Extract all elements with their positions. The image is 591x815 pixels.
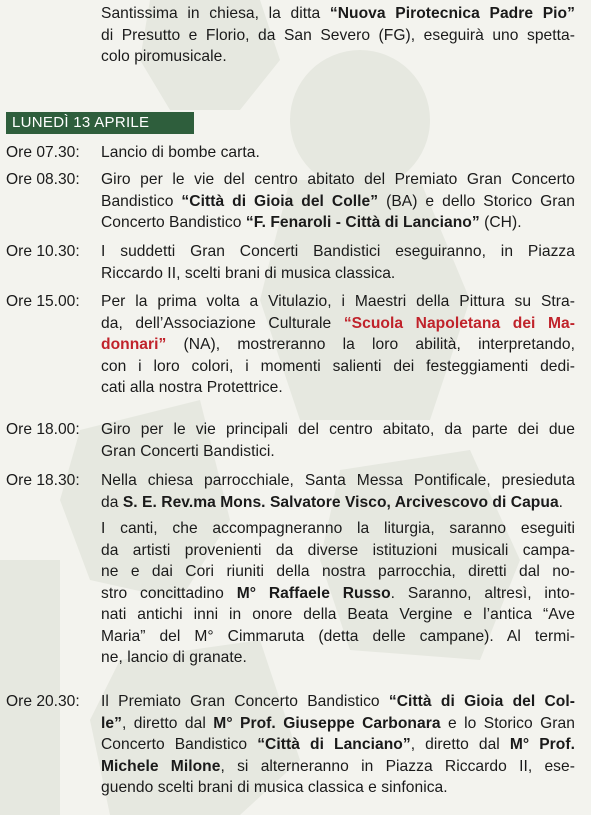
event-time: Ore 18.00:	[6, 421, 80, 438]
event-description	[101, 691, 575, 799]
event-line: da artisti provenienti da diverse istituzioni musicali campa-	[101, 541, 575, 559]
event-line: I suddetti Gran Concerti Bandistici eseguiranno, in Piazza	[101, 243, 575, 260]
event-line: Giro per le vie del centro abitato del Premiato Gran Concerto	[101, 171, 575, 188]
event-description	[101, 291, 575, 399]
text-span: Il Premiato Gran Concerto Bandistico	[101, 693, 389, 710]
event-line: ne, lancio di granate.	[101, 649, 247, 666]
event-line	[101, 713, 575, 735]
event-line: guendo scelti brani di musica classica e sinfonica.	[101, 779, 448, 796]
event-line: Maria” del M° Cimmaruta (detta delle campane). Al termi-	[101, 627, 575, 645]
event-description	[101, 470, 575, 513]
event-description	[101, 169, 575, 234]
event-line	[101, 191, 575, 213]
association-name: donnari”	[101, 336, 167, 353]
event-time: Ore 10.30:	[6, 243, 80, 260]
event-line	[101, 583, 575, 605]
event-line: Riccardo II, scelti brani di musica classica.	[101, 264, 396, 282]
event-line: Gran Concerti Bandistici.	[101, 442, 275, 460]
event-line: con i loro colori, i momenti salienti dei festeggiamenti dedi-	[101, 357, 575, 375]
event-time: Ore 07.30:	[6, 144, 80, 161]
day-heading-banner: LUNEDÌ 13 APRILE	[6, 112, 194, 134]
event-line	[101, 334, 575, 356]
conductor-name: Michele Milone	[101, 757, 221, 775]
text-span: da	[101, 493, 123, 511]
event-description-continued	[101, 518, 575, 669]
event-line: nati antichi inni in onore della Beata Vergine e l’antica “Ave	[101, 606, 575, 623]
text-span: (NA), mostreranno la loro abilità, interpretando,	[166, 336, 575, 353]
text-span: , si alterneranno in Piazza Riccardo II, ese-	[220, 757, 575, 775]
band-name: “F. Fenaroli - Città di Lanciano”	[245, 214, 480, 231]
event-line	[101, 492, 575, 514]
band-name: le”	[101, 714, 122, 732]
conductor-name: M° Raffaele Russo	[236, 584, 391, 602]
text-span: (CH).	[479, 214, 522, 231]
event-line: cati alla nostra Protettrice.	[101, 379, 283, 396]
intro-paragraph	[101, 3, 575, 68]
event-time: Ore 08.30:	[6, 171, 80, 188]
text-span: . Saranno, altresì, into-	[390, 584, 575, 602]
intro-text: Santissima in chiesa, la ditta	[101, 5, 330, 22]
text-span: (BA) e dello Storico Gran	[378, 192, 575, 210]
event-time: Ore 15.00:	[6, 293, 80, 310]
event-line: Per la prima volta a Vitulazio, i Maestri della Pittura su Stra-	[101, 293, 575, 310]
event-line: Lancio di bombe carta.	[101, 144, 260, 161]
text-span: Bandistico	[101, 192, 182, 210]
celebrant-name: S. E. Rev.ma Mons. Salvatore Visco, Arcivescovo di Capua	[122, 493, 559, 511]
event-time: Ore 18.30:	[6, 472, 80, 489]
intro-line-2: di Presutto e Florio, da San Severo (FG), eseguirà uno spetta-	[101, 26, 575, 44]
text-span: Concerto Bandistico	[101, 736, 258, 753]
band-name: “Città di Lanciano”	[257, 736, 411, 753]
event-description	[101, 419, 575, 462]
band-name: “Città di Gioia del Colle”	[181, 192, 379, 210]
text-span: .	[558, 493, 564, 511]
band-name: “Città di Gioia del Col-	[388, 693, 575, 710]
text-span: , diretto dal	[121, 714, 214, 732]
pyrotechnic-company-name: “Nuova Pirotecnica Padre Pio”	[329, 5, 575, 22]
event-line: I canti, che accompagneranno la liturgia, saranno eseguiti	[101, 520, 575, 537]
association-name: “Scuola Napoletana dei Ma-	[343, 314, 575, 332]
event-line	[101, 691, 575, 713]
conductor-name: M° Prof. Giuseppe Carbonara	[213, 714, 441, 732]
intro-line-3: colo piromusicale.	[101, 48, 227, 65]
text-span: da, dell’Associazione Culturale	[101, 314, 344, 332]
event-line	[101, 313, 575, 335]
text-span: Concerto Bandistico	[101, 214, 246, 231]
text-span: , diretto dal	[410, 736, 510, 753]
event-line	[101, 734, 575, 756]
text-span: stro concittadino	[101, 584, 237, 602]
event-description	[101, 241, 575, 284]
event-line: ne e dai Cori riuniti della nostra parrocchia, diretti dal no-	[101, 563, 575, 580]
text-span: e lo Storico Gran	[440, 714, 575, 732]
event-line	[101, 212, 575, 234]
conductor-title: M° Prof.	[509, 736, 575, 753]
event-line: Nella chiesa parrocchiale, Santa Messa Pontificale, presieduta	[101, 472, 575, 489]
intro-line-1	[101, 3, 575, 25]
event-line	[101, 756, 575, 778]
event-description	[101, 142, 575, 164]
event-time: Ore 20.30:	[6, 693, 80, 710]
event-line: Giro per le vie principali del centro abitato, da parte dei due	[101, 421, 575, 438]
